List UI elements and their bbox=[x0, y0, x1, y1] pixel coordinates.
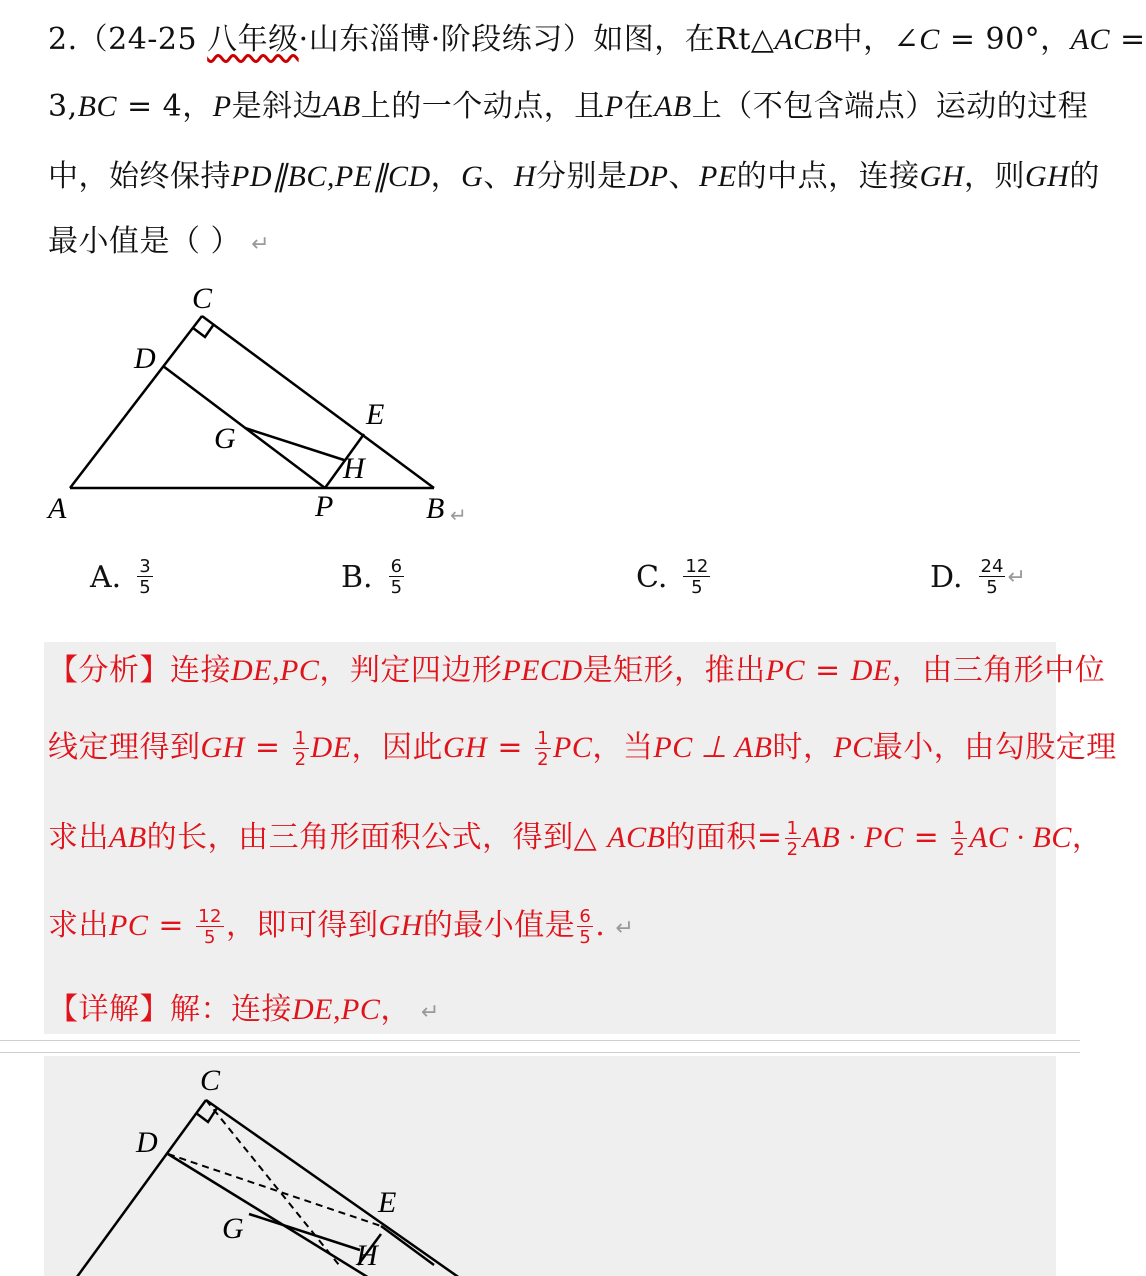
return-mark-icon: ↵ bbox=[251, 232, 271, 257]
question-line-2 bbox=[48, 81, 1088, 125]
numerator: 6 bbox=[390, 556, 403, 577]
label-g: G bbox=[214, 422, 236, 455]
question-line-4 bbox=[48, 216, 270, 260]
text: ，当 bbox=[592, 730, 654, 765]
return-mark-icon: ↵ bbox=[615, 916, 635, 941]
page-break bbox=[0, 1040, 1080, 1054]
segment-dp bbox=[163, 366, 325, 488]
text: 连接 bbox=[170, 653, 231, 688]
numerator: 12 bbox=[198, 905, 222, 927]
text: ，判定四边形 bbox=[319, 653, 503, 688]
label-g: G bbox=[222, 1212, 244, 1245]
text: 是斜边 bbox=[231, 89, 324, 124]
var-g: G bbox=[461, 160, 484, 193]
text: 求出 bbox=[48, 908, 109, 943]
var-ab: AB bbox=[654, 90, 692, 123]
text: 解：连接 bbox=[170, 992, 292, 1027]
text: = bbox=[805, 653, 851, 688]
label-e: E bbox=[378, 1186, 397, 1219]
segment-gh bbox=[245, 428, 344, 460]
numerator: 24 bbox=[980, 556, 1004, 577]
text: ，即可得到 bbox=[225, 908, 379, 943]
right-angle-mark bbox=[193, 324, 214, 337]
var-de: DE bbox=[850, 654, 892, 687]
analysis-line-4 bbox=[48, 900, 634, 947]
label-h: H bbox=[356, 1239, 378, 1272]
var-p: P bbox=[212, 90, 232, 123]
dashed-segment-de bbox=[168, 1154, 381, 1226]
segment-dp bbox=[168, 1154, 374, 1276]
label-p: P bbox=[315, 490, 334, 523]
text: = bbox=[244, 730, 291, 765]
text: 是矩形，推出 bbox=[582, 653, 766, 688]
var-ac-bc: AC · BC bbox=[969, 821, 1072, 854]
denominator: 5 bbox=[390, 577, 403, 598]
segment-cb bbox=[202, 316, 434, 488]
geometry-figure-1 bbox=[40, 278, 480, 528]
text: . bbox=[595, 908, 606, 943]
var-bc: BC bbox=[77, 90, 117, 123]
text: 的最小值是 bbox=[422, 908, 576, 943]
text: 求出 bbox=[48, 820, 109, 855]
fraction-half bbox=[951, 817, 967, 860]
source-rest: ·山东淄博·阶段练习）如图，在Rt bbox=[298, 22, 751, 57]
triangle-symbol: △ bbox=[750, 22, 775, 57]
text: 分别是 bbox=[536, 159, 628, 194]
analysis-line-1 bbox=[48, 645, 1105, 689]
option-d[interactable] bbox=[930, 558, 1026, 597]
analysis-line-3 bbox=[48, 812, 1102, 859]
page-break-line bbox=[0, 1040, 1080, 1041]
geometry-figure-2 bbox=[44, 1056, 484, 1272]
denominator: 2 bbox=[786, 838, 799, 860]
var-pc: PC bbox=[553, 731, 593, 764]
var-ab: AB bbox=[109, 821, 147, 854]
var-ab-pc: AB · PC bbox=[802, 821, 904, 854]
solution-tag: 【详解】 bbox=[48, 992, 170, 1027]
text: 上的一个动点，且 bbox=[360, 89, 605, 124]
return-mark-icon: ↵ bbox=[420, 1000, 440, 1025]
numerator: 12 bbox=[685, 556, 709, 577]
option-letter: C. bbox=[636, 560, 668, 595]
numerator: 1 bbox=[953, 817, 966, 839]
var-pecd: PECD bbox=[502, 654, 583, 687]
text: 的 bbox=[1069, 159, 1100, 194]
text: ，由三角形中位 bbox=[891, 653, 1106, 688]
denominator: 5 bbox=[986, 577, 998, 598]
numerator: 6 bbox=[579, 905, 592, 927]
text: ， bbox=[1071, 820, 1103, 855]
segment-pe-extended bbox=[381, 1226, 434, 1265]
fraction-half bbox=[785, 817, 801, 860]
var-c: C bbox=[919, 23, 940, 56]
option-letter: A. bbox=[90, 560, 122, 595]
source-grade: 八年级 bbox=[207, 22, 299, 57]
text-eq: = 90°， bbox=[939, 22, 1071, 57]
solution-line-1 bbox=[48, 984, 440, 1028]
label-b: B bbox=[426, 492, 445, 525]
text: ，则 bbox=[964, 159, 1025, 194]
segment-cb bbox=[206, 1100, 464, 1276]
text: ， bbox=[380, 992, 411, 1027]
analysis-tag: 【分析】 bbox=[48, 653, 170, 688]
var-pc: PC bbox=[109, 909, 149, 942]
var-pc: PC bbox=[833, 731, 873, 764]
numerator: 1 bbox=[537, 727, 550, 749]
var-pe: PE bbox=[699, 160, 737, 193]
text-eq2: = bbox=[1110, 22, 1146, 57]
text: , bbox=[326, 160, 335, 193]
fraction-6-5 bbox=[577, 905, 593, 948]
var-ab: AB bbox=[323, 90, 361, 123]
source-open: （24-25 bbox=[77, 22, 208, 57]
denominator: 5 bbox=[579, 926, 592, 948]
fraction-half bbox=[293, 727, 309, 770]
text: 、 bbox=[668, 159, 699, 194]
option-a[interactable] bbox=[90, 558, 155, 597]
return-mark-icon: ↵ bbox=[1007, 565, 1026, 590]
var-pc-perp-ab: PC ⊥ AB bbox=[653, 731, 773, 764]
var-gh: GH bbox=[200, 731, 245, 764]
text: 3, bbox=[48, 89, 78, 124]
label-h: H bbox=[343, 452, 365, 485]
var-gh: GH bbox=[378, 909, 423, 942]
text: = bbox=[903, 820, 950, 855]
fraction-12-5 bbox=[196, 905, 224, 948]
text: 时， bbox=[772, 730, 834, 765]
numerator: 1 bbox=[786, 817, 799, 839]
question-line-3 bbox=[48, 151, 1100, 195]
text: 线定理得到 bbox=[48, 730, 201, 765]
option-fraction bbox=[137, 558, 152, 597]
text: 的长，由三角形面积公式，得到△ bbox=[146, 820, 608, 855]
label-c: C bbox=[200, 1064, 221, 1097]
label-c: C bbox=[192, 282, 213, 315]
text-mid: 中，∠ bbox=[832, 22, 920, 57]
option-fraction bbox=[979, 558, 1006, 597]
var-dp: DP bbox=[627, 160, 669, 193]
text: ，因此 bbox=[351, 730, 444, 765]
label-e: E bbox=[366, 398, 385, 431]
text: 的面积= bbox=[665, 820, 783, 855]
text: 最小，由勾股定理 bbox=[872, 730, 1117, 765]
var-gh: GH bbox=[919, 160, 964, 193]
denominator: 5 bbox=[204, 926, 216, 948]
denominator: 2 bbox=[537, 748, 550, 770]
var-gh: GH bbox=[1025, 160, 1070, 193]
option-letter: B. bbox=[341, 560, 373, 595]
text: 上（不包含端点）运动的过程 bbox=[691, 89, 1089, 124]
question-line-1 bbox=[48, 14, 1146, 58]
option-c[interactable] bbox=[636, 558, 712, 597]
denominator: 2 bbox=[294, 748, 307, 770]
var-acb: ACB bbox=[774, 23, 833, 56]
var-pe-parallel-cd: PE∥CD bbox=[334, 160, 431, 193]
option-fraction bbox=[683, 558, 710, 597]
option-fraction bbox=[389, 558, 404, 597]
analysis-line-2 bbox=[48, 722, 1117, 769]
denominator: 5 bbox=[139, 577, 151, 598]
var-de-pc: DE,PC bbox=[231, 654, 320, 687]
text: = 4， bbox=[116, 89, 213, 124]
text: = bbox=[487, 730, 534, 765]
numerator: 3 bbox=[139, 556, 151, 577]
var-pc: PC bbox=[765, 654, 805, 687]
var-acb: ACB bbox=[607, 821, 666, 854]
text: ， bbox=[430, 159, 462, 194]
label-a: A bbox=[48, 492, 67, 525]
label-d: D bbox=[134, 342, 156, 375]
text: 的中点，连接 bbox=[736, 159, 920, 194]
var-de-pc: DE,PC bbox=[292, 993, 381, 1026]
denominator: 5 bbox=[691, 577, 703, 598]
fraction-half bbox=[535, 727, 551, 770]
answer-blank: 最小值是（ ） bbox=[48, 224, 242, 259]
text: 中，始终保持 bbox=[48, 159, 231, 194]
text: 、 bbox=[483, 159, 514, 194]
text: 在 bbox=[623, 89, 655, 124]
return-mark-icon: ↵ bbox=[450, 503, 467, 527]
var-pd-parallel-bc: PD∥BC bbox=[231, 160, 327, 193]
text: = bbox=[148, 908, 195, 943]
question-number: 2. bbox=[48, 22, 78, 57]
option-letter: D. bbox=[930, 560, 963, 595]
var-ac: AC bbox=[1070, 23, 1111, 56]
page-break-line bbox=[0, 1052, 1080, 1053]
option-b[interactable] bbox=[341, 558, 406, 597]
var-gh: GH bbox=[443, 731, 488, 764]
label-d: D bbox=[136, 1126, 158, 1159]
segment-gh bbox=[249, 1214, 360, 1250]
numerator: 1 bbox=[294, 727, 307, 749]
var-p: P bbox=[604, 90, 624, 123]
var-de: DE bbox=[310, 731, 352, 764]
var-h: H bbox=[513, 160, 536, 193]
denominator: 2 bbox=[953, 838, 966, 860]
